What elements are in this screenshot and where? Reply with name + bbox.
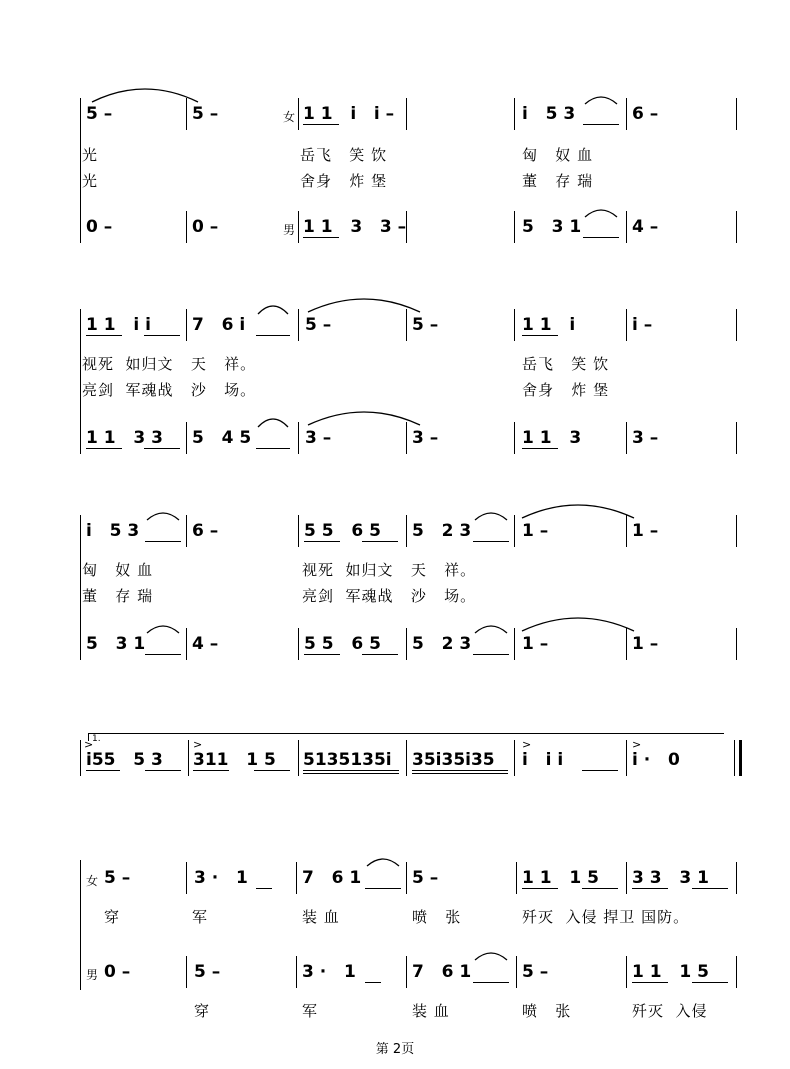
slur (256, 302, 290, 316)
slur (520, 500, 636, 520)
lyric-line-1: 匈 奴 血 (522, 146, 594, 164)
underline (582, 888, 618, 889)
measure: 5 – (194, 962, 221, 982)
underline (256, 448, 290, 449)
lyric-line-2: 董 存 瑞 (82, 587, 154, 605)
barline (186, 309, 187, 341)
measure: 1 – (632, 634, 659, 654)
barline (298, 628, 299, 660)
underline (632, 888, 668, 889)
measure: 3 – (632, 428, 659, 448)
barline (736, 422, 737, 454)
barline (514, 515, 515, 547)
measure: i 5 3 (522, 104, 576, 124)
barline (626, 211, 627, 243)
underline (303, 124, 339, 125)
lyric-line-1: 视死 如归文 天 祥。 (302, 561, 477, 579)
measure: 5 2 3 (412, 521, 472, 541)
lyric-line-2: 光 (82, 172, 99, 190)
measure: 5 – (412, 315, 439, 335)
barline (298, 740, 299, 776)
barline (186, 956, 187, 988)
underline (365, 982, 381, 983)
measure: 7 6 1 (412, 962, 472, 982)
underline (304, 541, 340, 542)
measure: i · 0 (632, 750, 680, 770)
lyric-line-1: 装 血 (302, 908, 340, 926)
measure: i – (632, 315, 653, 335)
underline (303, 237, 339, 238)
measure: 5 3 1 (86, 634, 146, 654)
underline (86, 448, 122, 449)
underline-double (412, 773, 508, 774)
barline (626, 862, 627, 894)
barline (514, 422, 515, 454)
slur (365, 856, 401, 868)
barline (186, 515, 187, 547)
underline (193, 770, 229, 771)
barline (406, 862, 407, 894)
slur (90, 84, 200, 104)
barline (626, 98, 627, 130)
measure: 5135135i (303, 750, 392, 770)
measure: i 5 3 (86, 521, 140, 541)
measure: 5 2 3 (412, 634, 472, 654)
slur (583, 94, 619, 106)
barline (626, 740, 627, 776)
measure: 5 5 6 5 (304, 634, 381, 654)
measure: 1 – (632, 521, 659, 541)
barline (406, 628, 407, 660)
underline (522, 335, 558, 336)
underline (522, 888, 558, 889)
lyric-line-1: 匈 奴 血 (82, 561, 154, 579)
slur (145, 510, 181, 522)
barline (296, 862, 297, 894)
underline (473, 654, 509, 655)
underline (362, 654, 398, 655)
measure: 1 1 3 3 (86, 428, 163, 448)
barline (736, 515, 737, 547)
accent-mark: > (84, 738, 94, 751)
barline (736, 211, 737, 243)
barline (516, 956, 517, 988)
measure: 5 – (104, 868, 131, 888)
measure: 4 – (192, 634, 219, 654)
measure: 5 – (192, 104, 219, 124)
measure: 1 – (522, 521, 549, 541)
slur (520, 613, 636, 633)
measure: 311 1 5 (193, 750, 276, 770)
underline (145, 770, 181, 771)
barline (626, 422, 627, 454)
measure: 1 1 i (522, 315, 576, 335)
underline (86, 335, 122, 336)
barline (406, 98, 407, 130)
slur (306, 294, 422, 314)
barline (406, 515, 407, 547)
measure: 5 – (305, 315, 332, 335)
barline (80, 740, 81, 776)
barline (298, 211, 299, 243)
measure: i i i (522, 750, 564, 770)
measure: 7 6 i (192, 315, 246, 335)
measure: 7 6 1 (302, 868, 362, 888)
barline (80, 309, 81, 454)
barline (514, 98, 515, 130)
measure: 0 – (104, 962, 131, 982)
barline (736, 98, 737, 130)
barline (406, 740, 407, 776)
barline (736, 628, 737, 660)
slur (256, 415, 290, 429)
part-tag-female: 女 (283, 110, 296, 124)
lyric-line-2: 歼灭 入侵 (632, 1002, 708, 1020)
underline (473, 982, 509, 983)
barline (296, 956, 297, 988)
lyric-line-2: 亮剑 军魂战 沙 场。 (302, 587, 477, 605)
underline (473, 541, 509, 542)
measure: 4 – (632, 217, 659, 237)
lyric-line-1: 军 (192, 908, 209, 926)
measure: 6 – (632, 104, 659, 124)
barline (406, 956, 407, 988)
slur (583, 207, 619, 219)
measure: 6 – (192, 521, 219, 541)
underline (145, 541, 181, 542)
underline (412, 770, 508, 771)
lyric-line-2: 舍身 炸 堡 (300, 172, 388, 190)
measure: 35i35i35 (412, 750, 495, 770)
measure: 5 3 1 (522, 217, 582, 237)
underline (256, 335, 290, 336)
measure: 3 – (412, 428, 439, 448)
barline-repeat-end (734, 740, 735, 776)
measure: 3 3 3 1 (632, 868, 709, 888)
underline (145, 654, 181, 655)
barline-repeat-end-thick (739, 740, 742, 776)
barline (188, 740, 189, 776)
measure: 0 – (192, 217, 219, 237)
lyric-line-2: 穿 (194, 1002, 211, 1020)
measure: 5 – (522, 962, 549, 982)
underline (583, 124, 619, 125)
barline (186, 628, 187, 660)
measure: 1 1 i i (86, 315, 151, 335)
lyric-line-1: 岳飞 笑 饮 (300, 146, 388, 164)
lyric-line-2: 董 存 瑞 (522, 172, 594, 190)
measure: 3 · 1 (302, 962, 356, 982)
lyric-line-2: 喷 张 (522, 1002, 572, 1020)
measure: 1 1 1 5 (632, 962, 709, 982)
lyric-line-1: 岳飞 笑 饮 (522, 355, 610, 373)
volta-bracket (88, 733, 724, 734)
barline (186, 862, 187, 894)
underline (144, 335, 180, 336)
lyric-line-2: 装 血 (412, 1002, 450, 1020)
underline (692, 982, 728, 983)
lyric-line-2: 舍身 炸 堡 (522, 381, 610, 399)
measure: 1 1 3 (522, 428, 582, 448)
lyric-line-1: 光 (82, 146, 99, 164)
barline (514, 740, 515, 776)
underline (632, 982, 668, 983)
accent-mark: > (632, 738, 642, 751)
lyric-line-2: 军 (302, 1002, 319, 1020)
measure: 3 – (305, 428, 332, 448)
underline (582, 770, 618, 771)
lyric-line-1: 视死 如归文 天 祥。 (82, 355, 257, 373)
accent-mark: > (522, 738, 532, 751)
measure: 1 1 3 3 – (303, 217, 407, 237)
barline (80, 860, 81, 990)
measure: 3 · 1 (194, 868, 248, 888)
measure: 5 5 6 5 (304, 521, 381, 541)
barline (80, 98, 81, 243)
underline (304, 654, 340, 655)
part-tag-male: 男 (283, 223, 296, 237)
barline (516, 862, 517, 894)
barline (736, 862, 737, 894)
barline (298, 98, 299, 130)
barline (626, 309, 627, 341)
slur (473, 623, 509, 635)
measure: 5 – (86, 104, 113, 124)
underline-double (303, 773, 399, 774)
part-tag-female: 女 (86, 874, 99, 888)
barline (736, 956, 737, 988)
underline (256, 888, 272, 889)
barline (298, 515, 299, 547)
underline (522, 448, 558, 449)
measure: 0 – (86, 217, 113, 237)
barline (514, 309, 515, 341)
barline (186, 422, 187, 454)
barline (626, 956, 627, 988)
accent-mark: > (193, 738, 203, 751)
barline (514, 211, 515, 243)
lyric-line-2: 亮剑 军魂战 沙 场。 (82, 381, 257, 399)
barline (736, 309, 737, 341)
barline (514, 628, 515, 660)
underline (144, 448, 180, 449)
slur (306, 407, 422, 427)
slur (145, 623, 181, 635)
underline (362, 541, 398, 542)
underline (583, 237, 619, 238)
volta-number: 1. (92, 734, 101, 744)
barline (298, 422, 299, 454)
underline (254, 770, 290, 771)
page-number: 第 2页 (375, 1042, 415, 1057)
barline (298, 309, 299, 341)
underline (365, 888, 401, 889)
measure: 5 4 5 (192, 428, 252, 448)
part-tag-male: 男 (86, 968, 99, 982)
lyric-line-1: 喷 张 (412, 908, 462, 926)
measure: 1 – (522, 634, 549, 654)
measure: 1 1 i i – (303, 104, 395, 124)
underline (692, 888, 728, 889)
lyric-line-1: 歼灭 入侵 捍卫 国防。 (522, 908, 690, 926)
underline (303, 770, 399, 771)
measure: 1 1 1 5 (522, 868, 599, 888)
slur (473, 950, 509, 962)
barline (80, 515, 81, 660)
measure: i55 5 3 (86, 750, 163, 770)
barline (186, 211, 187, 243)
underline (86, 770, 120, 771)
measure: 5 – (412, 868, 439, 888)
lyric-line-1: 穿 (104, 908, 121, 926)
slur (473, 510, 509, 522)
